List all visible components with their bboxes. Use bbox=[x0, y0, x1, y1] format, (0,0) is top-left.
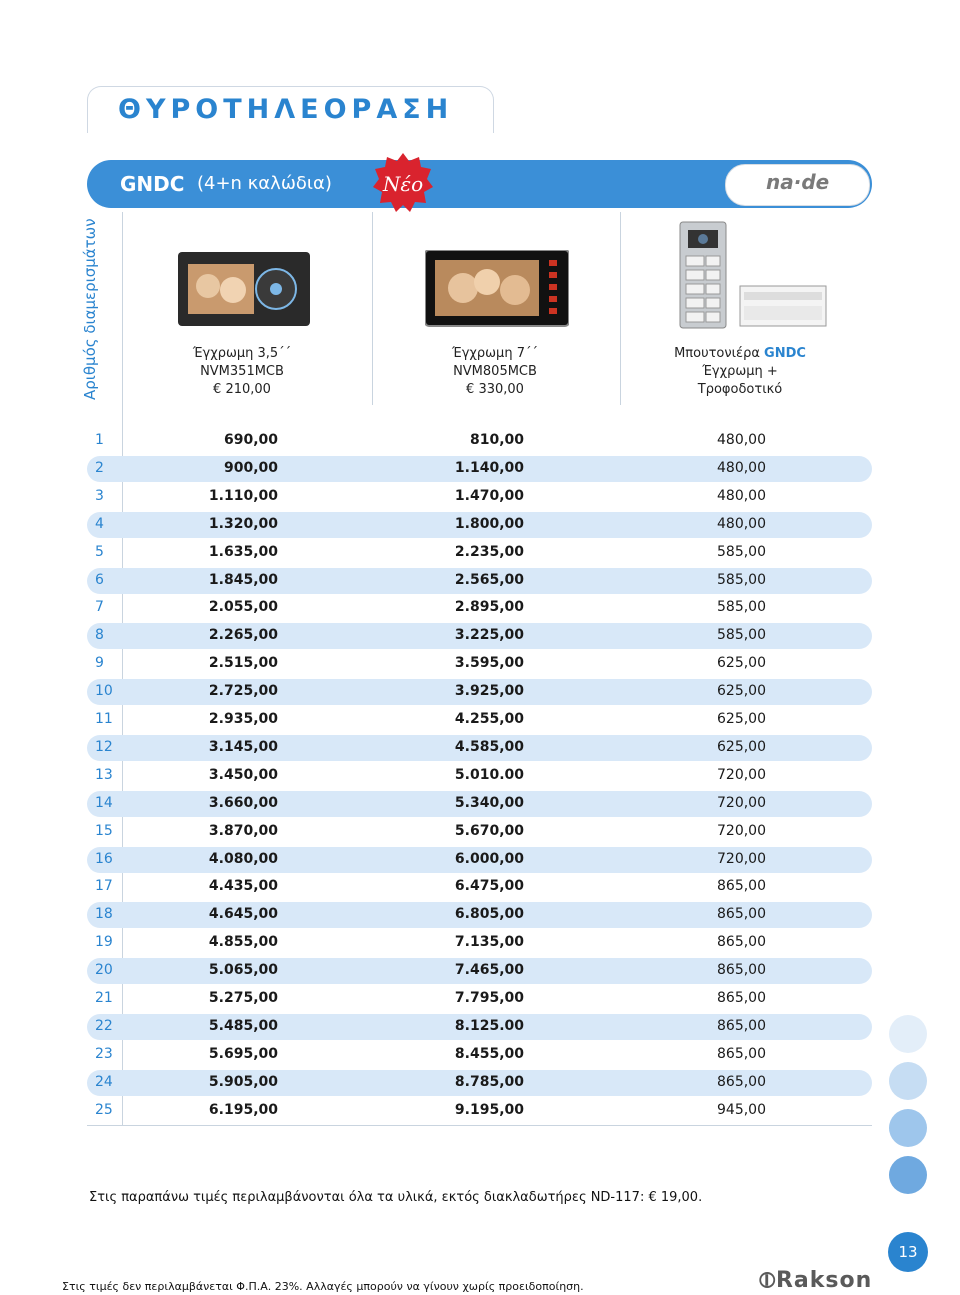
price-7: 2.895,00 bbox=[454, 599, 524, 616]
rakson-icon: ⦶ bbox=[759, 1268, 776, 1293]
apartment-count: 9 bbox=[95, 655, 104, 672]
price-35: 1.635,00 bbox=[208, 543, 278, 560]
apartment-count: 25 bbox=[95, 1101, 113, 1118]
price-panel: 625,00 bbox=[717, 711, 766, 727]
table-row bbox=[87, 512, 872, 538]
price-7: 3.925,00 bbox=[454, 683, 524, 700]
price-panel: 865,00 bbox=[717, 1045, 766, 1062]
price-35: 5.905,00 bbox=[208, 1073, 278, 1090]
apartment-count: 23 bbox=[95, 1045, 113, 1062]
price-panel: 720,00 bbox=[717, 822, 766, 839]
rakson-wordmark: Rakson bbox=[775, 1268, 873, 1293]
price-panel: 720,00 bbox=[717, 794, 766, 811]
price-panel: 625,00 bbox=[717, 655, 766, 672]
price-panel: 585,00 bbox=[717, 543, 766, 560]
price-35: 2.055,00 bbox=[208, 599, 278, 616]
table-row bbox=[87, 707, 872, 733]
price-35: 4.080,00 bbox=[208, 850, 278, 867]
apartment-count: 2 bbox=[95, 459, 104, 476]
apartment-count: 18 bbox=[95, 906, 113, 923]
price-35: 3.660,00 bbox=[208, 794, 278, 811]
price-7: 7.465,00 bbox=[454, 962, 524, 979]
product-price: € 210,00 bbox=[213, 382, 271, 397]
monitor-35-image bbox=[178, 252, 310, 328]
price-35: 3.450,00 bbox=[208, 766, 278, 783]
price-7: 1.470,00 bbox=[454, 487, 524, 504]
price-7: 5.010.00 bbox=[454, 766, 524, 783]
price-7: 810,00 bbox=[469, 432, 524, 448]
page-title: ΘΥΡΟΤΗΛΕΟΡΑΣΗ bbox=[118, 94, 454, 125]
accessories-note: Στις παραπάνω τιμές περιλαμβάνονται όλα τα υλικά, εκτός διακλαδωτήρες ND-117: € 19,00. bbox=[89, 1190, 703, 1205]
apartment-count: 8 bbox=[95, 627, 104, 644]
price-7: 8.785,00 bbox=[454, 1073, 524, 1090]
price-panel: 480,00 bbox=[717, 487, 766, 504]
price-35: 4.435,00 bbox=[208, 878, 278, 895]
product-model: NVM351MCB bbox=[200, 364, 284, 379]
price-panel: 720,00 bbox=[717, 766, 766, 783]
apartments-axis-label: Αριθμός διαμερισμάτων bbox=[81, 218, 99, 400]
price-35: 3.145,00 bbox=[208, 738, 278, 755]
table-row bbox=[87, 679, 872, 705]
decor-circle bbox=[889, 1109, 927, 1147]
price-35: 1.110,00 bbox=[208, 487, 278, 504]
apartment-count: 11 bbox=[95, 711, 113, 727]
table-row bbox=[87, 428, 872, 454]
gndc-highlight: GNDC bbox=[764, 346, 806, 361]
apartment-count: 16 bbox=[95, 850, 113, 867]
apartment-count: 19 bbox=[95, 934, 113, 951]
price-panel: 865,00 bbox=[717, 906, 766, 923]
apartment-count: 17 bbox=[95, 878, 113, 895]
price-panel: 625,00 bbox=[717, 738, 766, 755]
price-7: 7.135,00 bbox=[454, 934, 524, 951]
decor-circle bbox=[889, 1062, 927, 1100]
price-panel: 480,00 bbox=[717, 515, 766, 532]
price-35: 5.065,00 bbox=[208, 962, 278, 979]
price-panel: 585,00 bbox=[717, 627, 766, 644]
apartment-count: 12 bbox=[95, 738, 113, 755]
price-panel: 865,00 bbox=[717, 1017, 766, 1034]
price-35: 900,00 bbox=[223, 459, 278, 476]
decor-circle bbox=[889, 1156, 927, 1194]
price-35: 5.275,00 bbox=[208, 990, 278, 1006]
apartment-count: 20 bbox=[95, 962, 113, 979]
apartment-count: 4 bbox=[95, 515, 104, 532]
price-35: 4.855,00 bbox=[208, 934, 278, 951]
product-type: Μπουτονιέρα GNDC bbox=[674, 346, 806, 361]
table-row bbox=[87, 902, 872, 928]
price-35: 2.265,00 bbox=[208, 627, 278, 644]
table-row bbox=[87, 1014, 872, 1040]
price-7: 4.585,00 bbox=[454, 738, 524, 755]
table-row bbox=[87, 1070, 872, 1096]
apartment-count: 13 bbox=[95, 766, 113, 783]
price-panel: 865,00 bbox=[717, 1073, 766, 1090]
product-type: Έγχρωμη 7΄΄ bbox=[452, 346, 538, 361]
price-7: 2.235,00 bbox=[454, 543, 524, 560]
price-7: 9.195,00 bbox=[454, 1101, 524, 1118]
price-35: 2.935,00 bbox=[208, 711, 278, 727]
product-caption-panel bbox=[655, 345, 825, 399]
apartment-count: 7 bbox=[95, 599, 104, 616]
table-row bbox=[87, 651, 872, 677]
new-badge-label: Νέο bbox=[382, 172, 424, 196]
vat-note: Στις τιμές δεν περιλαμβάνεται Φ.Π.Α. 23%. Αλλαγές μπορούν να γίνουν χωρίς προειδοποίηση. bbox=[62, 1280, 584, 1293]
apartment-count: 14 bbox=[95, 794, 113, 811]
price-7: 5.670,00 bbox=[454, 822, 524, 839]
table-row bbox=[87, 735, 872, 761]
price-35: 2.515,00 bbox=[208, 655, 278, 672]
price-7: 2.565,00 bbox=[454, 571, 524, 588]
table-row bbox=[87, 791, 872, 817]
price-7: 3.595,00 bbox=[454, 655, 524, 672]
column-divider bbox=[620, 212, 621, 405]
price-panel: 865,00 bbox=[717, 878, 766, 895]
price-7: 5.340,00 bbox=[454, 794, 524, 811]
apartment-count: 24 bbox=[95, 1073, 113, 1090]
table-row bbox=[87, 623, 872, 649]
price-7: 4.255,00 bbox=[454, 711, 524, 727]
new-badge-icon bbox=[371, 151, 435, 215]
brand-logo: na·de bbox=[766, 170, 830, 194]
price-7: 1.140,00 bbox=[454, 459, 524, 476]
table-row bbox=[87, 986, 872, 1012]
price-35: 1.320,00 bbox=[208, 515, 278, 532]
table-bottom-rule bbox=[87, 1125, 872, 1126]
product-spec-2: Τροφοδοτικό bbox=[697, 382, 783, 397]
product-spec: Έγχρωμη + bbox=[702, 364, 778, 379]
price-panel: 865,00 bbox=[717, 990, 766, 1006]
apartment-count: 22 bbox=[95, 1017, 113, 1034]
page-number: 13 bbox=[888, 1232, 928, 1272]
apartment-count: 10 bbox=[95, 683, 113, 700]
product-caption-35 bbox=[172, 345, 312, 399]
price-35: 4.645,00 bbox=[208, 906, 278, 923]
product-model: NVM805MCB bbox=[453, 364, 537, 379]
price-panel: 585,00 bbox=[717, 571, 766, 588]
table-row bbox=[87, 456, 872, 482]
table-row bbox=[87, 484, 872, 510]
apartment-count: 21 bbox=[95, 990, 113, 1006]
price-panel: 865,00 bbox=[717, 934, 766, 951]
table-row bbox=[87, 568, 872, 594]
product-price: € 330,00 bbox=[466, 382, 524, 397]
table-row bbox=[87, 763, 872, 789]
product-caption-7 bbox=[420, 345, 570, 399]
apartment-count: 15 bbox=[95, 822, 113, 839]
price-panel: 945,00 bbox=[717, 1101, 766, 1118]
rakson-logo bbox=[759, 1268, 872, 1293]
column-divider bbox=[372, 212, 373, 405]
price-35: 690,00 bbox=[223, 432, 278, 448]
price-7: 1.800,00 bbox=[454, 515, 524, 532]
apartment-count: 6 bbox=[95, 571, 104, 588]
price-35: 3.870,00 bbox=[208, 822, 278, 839]
table-row bbox=[87, 1098, 872, 1124]
table-row bbox=[87, 1042, 872, 1068]
door-panel-image bbox=[678, 220, 830, 330]
price-7: 6.000,00 bbox=[454, 850, 524, 867]
price-35: 2.725,00 bbox=[208, 683, 278, 700]
price-35: 6.195,00 bbox=[208, 1101, 278, 1118]
apartment-count: 3 bbox=[95, 487, 104, 504]
table-row bbox=[87, 874, 872, 900]
table-row bbox=[87, 930, 872, 956]
apartment-count: 1 bbox=[95, 432, 104, 448]
price-7: 3.225,00 bbox=[454, 627, 524, 644]
table-row bbox=[87, 847, 872, 873]
series-subtitle: (4+n καλώδια) bbox=[197, 173, 332, 194]
price-panel: 480,00 bbox=[717, 459, 766, 476]
price-panel: 585,00 bbox=[717, 599, 766, 616]
monitor-7-image bbox=[425, 250, 569, 328]
decor-circle bbox=[889, 1015, 927, 1053]
price-7: 8.455,00 bbox=[454, 1045, 524, 1062]
price-7: 6.805,00 bbox=[454, 906, 524, 923]
price-7: 7.795,00 bbox=[454, 990, 524, 1006]
price-panel: 865,00 bbox=[717, 962, 766, 979]
price-7: 8.125.00 bbox=[454, 1017, 524, 1034]
table-row bbox=[87, 595, 872, 621]
price-panel: 720,00 bbox=[717, 850, 766, 867]
price-35: 1.845,00 bbox=[208, 571, 278, 588]
table-row bbox=[87, 958, 872, 984]
table-row bbox=[87, 540, 872, 566]
price-35: 5.485,00 bbox=[208, 1017, 278, 1034]
apartment-count: 5 bbox=[95, 543, 104, 560]
price-35: 5.695,00 bbox=[208, 1045, 278, 1062]
product-type: Έγχρωμη 3,5΄΄ bbox=[192, 346, 292, 361]
table-row bbox=[87, 819, 872, 845]
price-panel: 625,00 bbox=[717, 683, 766, 700]
series-name: GNDC bbox=[120, 172, 185, 196]
price-7: 6.475,00 bbox=[454, 878, 524, 895]
price-panel: 480,00 bbox=[717, 432, 766, 448]
